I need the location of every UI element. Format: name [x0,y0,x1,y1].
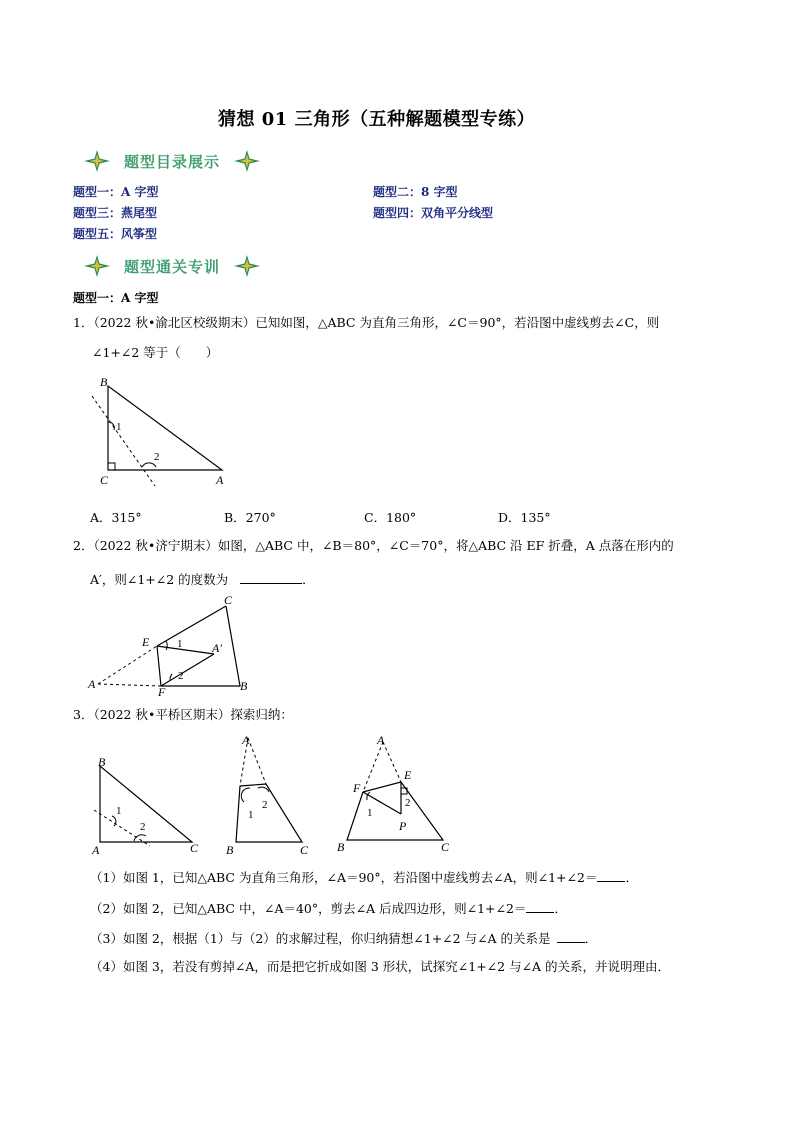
catalog-item[interactable]: 题型四：双角平分线型 [373,206,494,220]
sparkle-icon [84,150,110,172]
q3f2-angle-1: 1 [248,809,254,821]
q3f3-angle-1: 1 [367,807,373,819]
q2-answer-blank[interactable] [240,571,302,584]
q3f3-angle-2: 2 [405,797,411,809]
q3-sub4: （4）如图 3，若没有剪掉∠A，而是把它折成如图 3 形状，试探究∠1+∠2 与∠A 的关系，并说明理由． [90,959,671,974]
q3f2-label-B: B [226,843,234,857]
q3-sub2-text: （2）如图 2，已知△ABC 中，∠A＝40°，剪去∠A 后成四边形，则∠1+∠2＝ [90,901,527,916]
sparkle-icon [234,150,260,172]
q3f3-label-F: F [353,781,361,795]
sparkle-icon [84,255,110,277]
q2-line2-text: A′，则∠1+∠2 的度数为 [90,572,229,587]
q3-sub1-end: ． [625,870,638,885]
q3-sub3-end: ． [584,931,598,946]
q3-sub2-blank[interactable] [526,900,554,913]
q2-figure [86,592,256,696]
q2-label-E: E [142,635,150,649]
q1-angle-2: 2 [154,451,160,463]
q2-label-C: C [224,593,233,607]
q3f1-angle-1: 1 [116,805,122,817]
catalog-item[interactable]: 题型一：A 字型 [73,185,159,199]
q3f2-angle-2: 2 [262,799,268,811]
q3-figure-1 [88,754,208,858]
q3-sub1 [90,869,638,885]
q3-line1: 3．（2022 秋•平桥区期末）探索归纳： [73,707,293,722]
catalog-section-header [84,150,260,172]
type1-heading: 题型一：A 字型 [73,291,159,305]
q3f1-angle-2: 2 [140,821,146,833]
q2-label-A1: A′ [212,641,222,655]
q3-sub1-text: （1）如图 1，已知△ABC 为直角三角形，∠A＝90°，若沿图中虚线剪去∠A，则∠1+∠2＝ [90,870,598,885]
q1-line1: 1．（2022 秋•渝北区校级期末）已知如图，△ABC 为直角三角形，∠C＝90°，若沿图中虚线剪去∠C，则 [73,315,660,330]
page-title: 猜想 01 三角形（五种解题模型专练） [218,109,536,130]
q1-option-a[interactable]: A．315° [90,510,142,525]
q3f3-label-C: C [441,840,450,854]
q1-angle-1: 1 [116,421,122,433]
q3-sub2 [90,900,567,916]
q2-angle-2: 2 [178,670,184,682]
q2-label-B: B [240,679,248,693]
q1-line2: ∠1+∠2 等于（ ） [92,345,219,360]
q3-sub2-end: ． [554,901,567,916]
q2-angle-1: 1 [177,638,183,650]
drill-section-header [84,255,260,277]
q3-sub3 [90,930,597,946]
q3f3-label-A: A [377,733,385,747]
drill-section-title: 题型通关专训 [124,257,221,276]
q3f1-label-C: C [190,841,199,855]
q1-label-C: C [100,473,109,487]
catalog-section-title: 题型目录展示 [124,152,221,171]
q1-option-c[interactable]: C．180° [364,510,417,525]
q3f3-label-P: P [399,819,407,833]
catalog-item[interactable]: 题型二：8 字型 [373,185,458,199]
q1-label-B: B [100,375,108,389]
q3f3-label-E: E [404,768,412,782]
q3f2-label-C: C [300,843,309,857]
q3-sub3-text: （3）如图 2，根据（1）与（2）的求解过程，你归纳猜想∠1+∠2 与∠A 的关系是 [90,931,551,946]
sparkle-icon [234,255,260,277]
q1-option-d[interactable]: D．135° [498,510,551,525]
q2-label-F: F [158,685,166,696]
catalog-item[interactable]: 题型五：风筝型 [73,227,158,241]
q1-option-b[interactable]: B．270° [224,510,276,525]
q3f1-label-A: A [92,843,100,857]
q1-figure [80,374,240,494]
q3f3-label-B: B [337,840,345,854]
q3-figure-2 [222,726,322,858]
q2-label-A: A [88,677,96,691]
q3f1-label-B: B [98,755,106,769]
q2-line2 [90,571,315,587]
q3f2-label-A: A [242,733,250,747]
catalog-item[interactable]: 题型三：燕尾型 [73,206,158,220]
q3-sub3-blank[interactable] [557,930,585,943]
q3-figure-3 [333,732,463,860]
q3-sub1-blank[interactable] [597,869,625,882]
q2-line2-end: ． [302,572,315,587]
q2-line1: 2．（2022 秋•济宁期末）如图，△ABC 中，∠B＝80°，∠C＝70°，将△ABC 沿 EF 折叠，A 点落在形内的 [73,538,674,553]
q1-label-A: A [216,473,224,487]
